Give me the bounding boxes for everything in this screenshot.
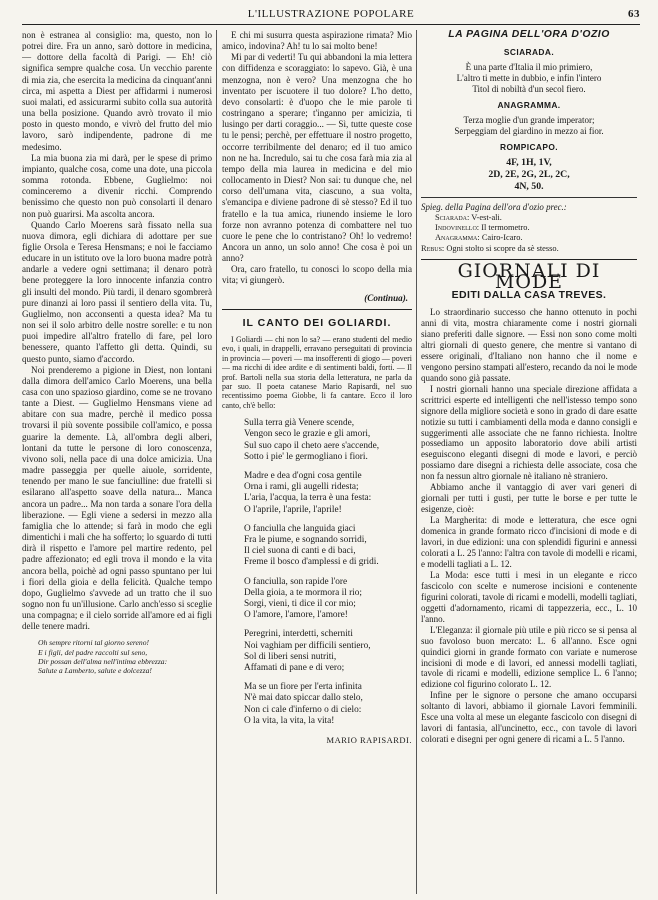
rompicapo-line: 4F, 1H, 1V, [506,156,552,168]
paragraph: Lo straordinario successo che hanno ottenuto in pochi anni di vita, mostra chiaramente come i nostri giornali siano preferiti dalle signore. — Essi non sono come molti altri giornali di questo genere, che mentre si vantano di essere originali, d'Italiano non hanno che il nome e vengono persino stampati all'estero, recando da noi le mode quando sono già passate. [421,307,637,383]
solution-item [435,233,637,243]
verse-line: E i figli, del padre raccolti sul seno, [38,647,148,657]
anagramma-title: ANAGRAMMA. [497,99,561,110]
stanza [244,418,412,463]
verse-line: Sul suo capo il cheto aere s'accende, [244,440,380,451]
paragraph: Noi prenderemo a pigione in Diest, non lontani dalla dimora dell'amico Carlo Moerens, una bella casa con uno spazioso giardino, come se ne trovano tante a Diest. — Guglielmo Hensmans viene ad abitare con sua madre, perchè il medico possa trovarsi il più sovente possibile coll'amico, e possa guarire la demente. Là, all'ombra degli alberi, lontani da tutte le persone di loro conoscenza, vivono soli, nella pace di una dolce amicizia. Una madre passeggia per quelle aiuole, sorridente, tenendo per mano le sue fanciulline: due fratelli si esilarano all'aspetto soave della natura... Manca ancora un padre... Ma non tarda a sonare l'ora della liberazione. — Egli viene a sedersi in mezzo alla famiglia che lo attende; si farà in modo che egli dimentichi i mali che ha sofferto; lo sguardo di tutti dirà il rispetto e l'amore pel martire redento, pel padre affezionato; ed egli trova il mondo e la vita ancora bella, poichè ad ogni passo spuntano per lui i fiori della gioia e della felicità. Qualche tempo dopo, Guglielmo s'avvede ad un tratto che il suo sogno non fu un'illusione. Carlo anch'esso si sceglie una compagna; e il cielo sorride all'amore ed ai figli delle tenere madri. [22,364,212,632]
paragraph: Infine per le signore o persone che amano occuparsi soltanto di lavori, abbiamo il giornale Lavori femminili. Esce una volta al mese un elegante fascicolo con disegni di lavori di fantasia, all'uncinetto, ecc., con tavole di lavori colorati e disegni per ogni genere di ricami a L. 5 l'anno. [421,690,637,745]
solution-value: Il termometro. [481,222,530,232]
rompicapo-line: 2D, 2E, 2G, 2L, 2C, [488,168,570,180]
column-divider [416,30,417,894]
stanza [244,524,412,569]
puzzle-page-title: LA PAGINA DELL'ORA D'OZIO [448,30,610,40]
verse-line: O l'amore, l'amore, l'amore! [244,610,348,621]
poem-signature: MARIO RAPISARDI. [326,735,412,746]
sciarada-line: L'altro ti mette in dubbio, e infin l'intero [456,72,602,83]
verse-line: Noi vaghiam per difficili sentiero, [244,640,371,651]
verse-line: O fanciulla, son rapide l'ore [244,576,348,587]
verse-line: Sorgi, vieni, ti dice il cor mio; [244,599,356,609]
paragraph: I nostri giornali hanno una speciale direzione affidata a scrittrici esperte ed intelligenti che nell'istesso tempo sono signore della migliore società e sono in grado di dare esatte notizie su tutti i cambiamenti della moda e danno consigli e suggerimenti alle associate che ne fanno richiesta. Inoltre possediamo un apposito laboratorio dove abili artisti eseguiscono eleganti disegni di mode e lavori, e perciò possiamo dare disegni a richiesta delle associate, cosa che non fa nessun altro giornale nè italiano nè straniero. [421,383,637,482]
fashion-section-title: GIORNALI DI MODE [457,260,601,294]
paragraph: Ora, caro fratello, tu conosci lo scopo della mia vita; vi giungerò. [222,264,412,286]
paragraph: La Moda: esce tutti i mesi in un elegante e ricco fascicolo con scelte e numerose incisioni e contenente figurini colorati, tavole di ricami e modelli, modelli tagliati, oggetti d'adornamento, ricami di tappezzeria, ecc., L. 10 l'anno. [421,569,637,624]
verse-line: Salute a Lamberto, salute e dolcezza! [38,666,152,676]
poem-intro: I Goliardi — chi non lo sa? — erano studenti del medio evo, i quali, in drappelli, erravano perseguitati di provincia in provincia — poveri — ma insofferenti di giogo — poveri — ma ricchi di idee ardite e di sentimenti baldi, forti. — Il prof. Bartoli nella sua storia della letteratura, ne parla da par suo. Il poeta catanese Mario Rapisardi, nel suo recentissimo poema Giobbe, li fa cantare. Ecco il loro canto, ch'è bello: [222,334,412,410]
solution-item [421,244,637,254]
verse-line: L'aria, l'acqua, la terra è una festa: [244,493,372,504]
stanza [244,682,412,727]
verse-line: Non ci cale d'inferno o di cielo: [244,704,362,715]
column-divider [216,30,217,894]
verse-line: Della gioia, a te mormora il rio; [244,587,362,598]
journal-title: L'ILLUSTRAZIONE POPOLARE [247,8,415,20]
solutions-list [421,213,637,255]
page-number: 63 [628,8,640,20]
column-serial-story [22,30,212,894]
verse-line: Affamati di pane e di vero; [244,663,345,674]
paragraph: La Margherita: di mode e letteratura, che esce ogni domenica in grande formato ricco d'incisioni di mode e di lavori, in due edizioni: una con splendidi figurini e annessi colorati a L. 25 l'anno: l'altra con tavole di modelli e ricami, e modelli tagliati a L. 12. [421,515,637,569]
stanza [244,471,412,516]
page-header [22,6,640,25]
verse-line: Sulla terra già Venere scende, [244,418,355,429]
solution-label: Indovinello: [435,222,480,232]
verse-line: Freme il bosco d'amplessi e di gridi. [244,557,379,568]
continua-note: (Continua). [364,292,408,303]
verse-line: Il ciel suona di canti e di baci, [244,546,356,557]
rompicapo-title: ROMPICAPO. [500,141,558,152]
verse-line: Fra le piume, e sognando sorridi, [244,534,367,545]
verse-line: Peregrini, interdetti, scherniti [244,629,353,640]
section-divider [222,309,412,310]
solution-value: Cairo-Icaro. [481,233,523,243]
verse-line: Ma se un fiore per l'erta infinita [244,682,362,693]
paragraph: L'Eleganza: il giornale più utile e più ricco se si pensa al suo favoloso buon mercato: L. 6 all'anno. Esce ogni quindici giorni in grande formato con variate e numerose incisioni di mode e di lavori, ed annessi modelli tagliati, tavole di ricami e modelli, edizione semplice L. 6 l'anno; edizione col figurino colorato L. 12. [421,624,637,690]
anagramma-line: Serpeggiam del giardino in mezzo ai fior. [454,125,604,136]
verse-line: Sotto i pie' le germogliano i fiori. [244,451,368,462]
verse-line: Madre e dea d'ogni cosa gentile [244,470,362,481]
verse-line: Dir possan dell'alma nell'intima ebbrezza: [38,656,168,666]
paragraph: Mi par di vederti! Tu qui abbandoni la mia lettera con diffidenza e scoraggiato: lo sapevo. Già, è una menzogna, non è vero? Una menzogna che ho inventato per iscuotere il tuo dolore? L'ho detto, devo consolarti: è d'uopo che le mie parole ti costringano a sperare; t'inganno per amicizia, ti lusingo per darti coraggio... — Sì, tutte queste cose tu le pensi; perchè, per effettuare il nostro progetto, occorre terribilmente del denaro; ed il tuo amico non ne ha. Incredulo, sai tu che cosa farà mia zia al tempo della mia laurea in medicina e del mio collocamento in Diest? Non sai: tu dunque che, nel corso dell'umana vita, ciascuno, a sua volta, s'emancipa e diviene padrone di sè stesso? Ed il tuo fratello e la tua amica, riunendo insieme le loro forze non avranno potenza di combattere nel tuo cuore le pene che lo contristano? Oh! lo vedremo! Ancora un anno, un solo anno! Che cosa è poi un anno? [222,52,412,264]
solution-label: Sciarada: [435,212,470,222]
solution-item [435,223,637,233]
paragraph: Abbiamo anche il vantaggio di aver vari generi di giornali per tutti i gusti, per tutte le borse e per tutte le esigenze, cioè: [421,482,637,515]
paragraph: E chi mi susurra questa aspirazione rimata? Mio amico, indovina? Ah! tu lo sai molto bene! [222,30,412,52]
verse-line: Sol di liberi sensi nutriti, [244,651,337,662]
paragraph: Quando Carlo Moerens sarà fissato nella sua nuova dimora, egli dichiara di adottare per sue figlie Orsola e Teresa Hensmans; e noi le facciamo educare in un istituto ove la loro buona madre potrà andarle a vedere ogni settimana; il denaro potrà bene proteggere la loro innocente infanzia contro gli insulti del mondo. Più tardi, il denaro sgombrerà pure dinanzi ai loro passi il sentiero della vita. Tu, Guglielmo, non acconsenti a questa idea? Ma tu non sei il solo arbitro delle nostre sorelle: e tu non puoi impedire all'altro fratello di fare, pel loro benessere, quanto l'affetto gli detta. Quindi, su questo punto, siamo d'accordo. [22,219,212,364]
solution-value: Ogni stolto si scopre da sè stesso. [446,243,559,253]
poem-body [222,418,412,727]
poem-title: IL CANTO DEI GOLIARDI. [242,316,392,329]
stanza [244,629,412,674]
verse-line: Vengon seco le grazie e gli amori, [244,429,371,440]
sciarada-line: È una parte d'Italia il mio primiero, [465,61,593,72]
stanza [244,577,412,622]
solution-item [435,213,637,223]
fashion-section-subtitle: EDITI DALLA CASA TREVES. [451,289,607,302]
column-puzzles-and-fashion [421,30,637,894]
verse-line: Orna i rami, gli augelli ridesta; [244,482,359,493]
verse-line: N'è mai dato spiccar dallo stelo, [244,693,363,704]
verse-line: O la vita, la vita, la vita! [244,715,335,726]
verse-footnote [22,638,212,675]
column-story-and-poem [222,30,412,894]
solution-label: Anagramma: [435,233,480,243]
paragraph: La mia buona zia mi darà, per le spese di primo impianto, qualche cosa, come una dote, una piccola somma rotonda. Ebbene, Guglielmo: noi cominceremo a divenir ricchi. Comprendo benissimo che questo non può consolarti il denaro non può guarirsi. Ma ascolta ancora. [22,152,212,219]
verse-line: O fanciulla che languida giaci [244,523,356,534]
verse-line: Oh sempre ritorni tal giorno sereno! [38,638,150,648]
verse-line: O l'aprile, l'aprile, l'aprile! [244,504,342,515]
solution-value: V-est-ali. [471,212,502,222]
rompicapo-line: 4N, 50. [514,180,544,192]
sciarada-line: Titol di nobiltà d'un secol fiero. [472,83,586,94]
paragraph: non è estranea al consiglio: ma, questo, non lo potrei dire. Fra un anno, sarò dottore in medicina, — dottore della facoltà di Parigi. — Eh! ciò significa sempre qualche cosa. Un vecchio parente di mia zia, che esercita la medicina da cinquant'anni circa, mi aspetta a Diest per affidarmi i numerosi suoi malati, ed assicurarmi subito colla sua autorità una bella posizione. Quando avrò trovato il mio posto in questo mondo, e vivrò del frutto del mio lavoro, sarò indipendente, padrone di me medesimo. [22,30,212,152]
sciarada-title: SCIARADA. [503,46,555,57]
solutions-heading: Spieg. della Pagina dell'ora d'ozio prec.: [421,201,567,212]
anagramma-line: Terza moglie d'un grande imperator; [463,114,595,125]
solution-label: Rebus: [421,243,445,253]
section-divider [421,197,637,198]
